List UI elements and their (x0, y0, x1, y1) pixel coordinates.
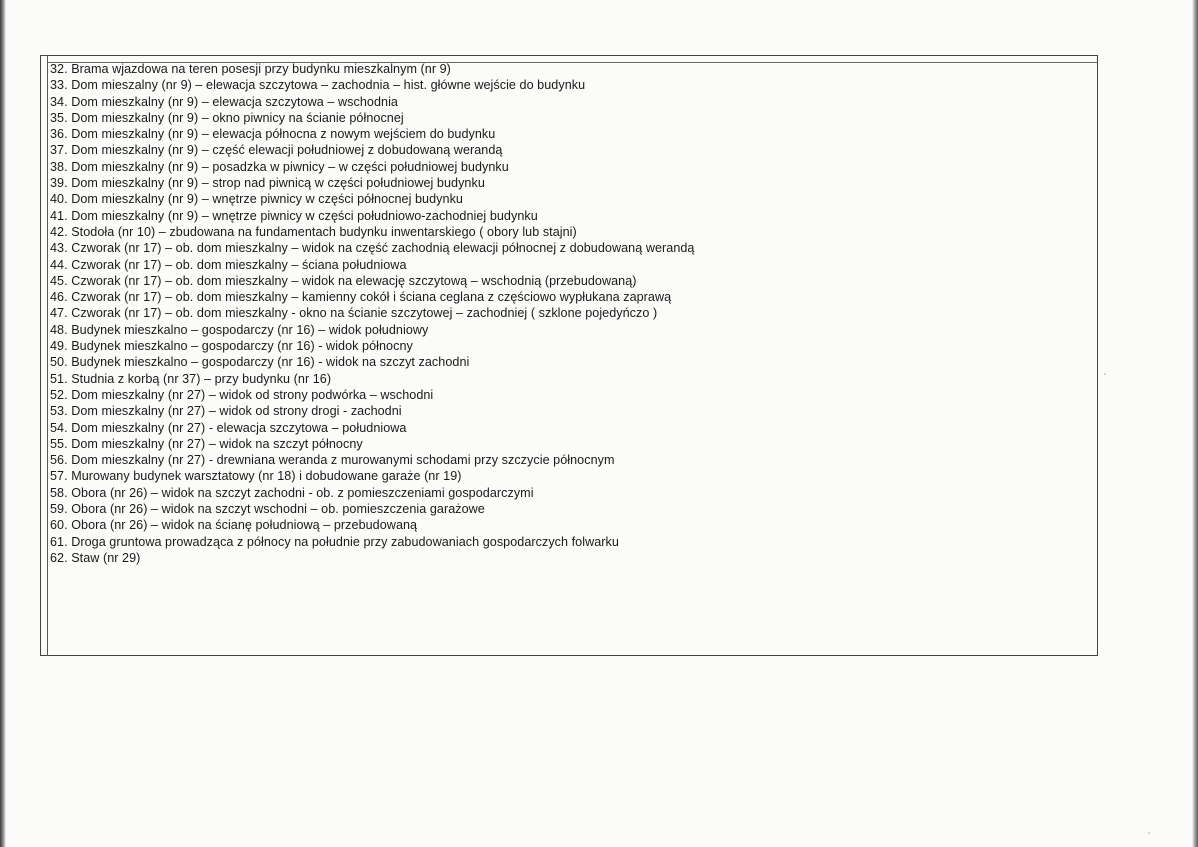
caption-item: 41. Dom mieszkalny (nr 9) – wnętrze piwnicy w części południowo-zachodniej budynku (50, 208, 538, 223)
caption-item: 55. Dom mieszkalny (nr 27) – widok na szczyt północny (50, 436, 363, 451)
caption-item: 34. Dom mieszkalny (nr 9) – elewacja szczytowa – wschodnia (50, 94, 398, 109)
caption-item: 36. Dom mieszkalny (nr 9) – elewacja północna z nowym wejściem do budynku (50, 127, 496, 142)
caption-item: 53. Dom mieszkalny (nr 27) – widok od strony drogi - zachodni (50, 404, 402, 419)
scan-speck (1148, 832, 1150, 834)
caption-item: 38. Dom mieszkalny (nr 9) – posadzka w piwnicy – w części południowej budynku (50, 159, 509, 174)
caption-item: 42. Stodoła (nr 10) – zbudowana na fundamentach budynku inwentarskiego ( obory lub stajni) (50, 224, 577, 239)
caption-item: 54. Dom mieszkalny (nr 27) - elewacja szczytowa – południowa (50, 420, 407, 435)
caption-item: 60. Obora (nr 26) – widok na ścianę południową – przebudowaną (50, 518, 418, 533)
caption-item: 49. Budynek mieszkalno – gospodarczy (nr 16) - widok północny (50, 339, 413, 354)
caption-item: 44. Czworak (nr 17) – ob. dom mieszkalny – ściana południowa (50, 257, 407, 272)
caption-item: 32. Brama wjazdowa na teren posesji przy budynku mieszkalnym (nr 9) (50, 62, 451, 76)
photo-caption-list (50, 61, 694, 566)
caption-item: 46. Czworak (nr 17) – ob. dom mieszkalny – kamienny cokół i ściana ceglana z częściowo wypłukana zaprawą (50, 290, 672, 305)
caption-item: 50. Budynek mieszkalno – gospodarczy (nr 16) - widok na szczyt zachodni (50, 355, 470, 370)
caption-item: 43. Czworak (nr 17) – ob. dom mieszkalny – widok na część zachodnią elewacji północnej z dobudowaną werandą (50, 241, 695, 256)
caption-item: 33. Dom mieszalny (nr 9) – elewacja szczytowa – zachodnia – hist. główne wejście do budynku (50, 78, 586, 93)
caption-item: 37. Dom mieszkalny (nr 9) – część elewacji południowej z dobudowaną werandą (50, 143, 503, 158)
scan-speck (1104, 373, 1106, 375)
scan-shadow-right (1192, 0, 1198, 847)
caption-item: 35. Dom mieszkalny (nr 9) – okno piwnicy na ścianie północnej (50, 110, 404, 125)
caption-item: 62. Staw (nr 29) (50, 550, 141, 565)
caption-item: 47. Czworak (nr 17) – ob. dom mieszkalny - okno na ścianie szczytowej – zachodniej ( szklone pojedyńczo ) (50, 306, 658, 321)
scan-shadow-left (0, 0, 6, 847)
caption-item: 45. Czworak (nr 17) – ob. dom mieszkalny – widok na elewację szczytową – wschodnią (przebudowaną) (50, 273, 637, 288)
caption-item: 56. Dom mieszkalny (nr 27) - drewniana weranda z murowanymi schodami przy szczycie północnym (50, 453, 615, 468)
caption-item: 51. Studnia z korbą (nr 37) – przy budynku (nr 16) (50, 371, 332, 386)
caption-item: 52. Dom mieszkalny (nr 27) – widok od strony podwórka – wschodni (50, 387, 434, 402)
caption-item: 58. Obora (nr 26) – widok na szczyt zachodni - ob. z pomieszczeniami gospodarczymi (50, 485, 534, 500)
caption-item: 61. Droga gruntowa prowadząca z północy na południe przy zabudowaniach gospodarczych folwarku (50, 534, 619, 549)
caption-item: 40. Dom mieszkalny (nr 9) – wnętrze piwnicy w części północnej budynku (50, 192, 463, 207)
caption-item: 59. Obora (nr 26) – widok na szczyt wschodni – ob. pomieszczenia garażowe (50, 502, 485, 517)
caption-item: 48. Budynek mieszkalno – gospodarczy (nr 16) – widok południowy (50, 322, 429, 337)
table-inner-left-border (47, 55, 48, 656)
caption-item: 57. Murowany budynek warsztatowy (nr 18) i dobudowane garaże (nr 19) (50, 469, 462, 484)
caption-item: 39. Dom mieszkalny (nr 9) – strop nad piwnicą w części południowej budynku (50, 176, 485, 191)
